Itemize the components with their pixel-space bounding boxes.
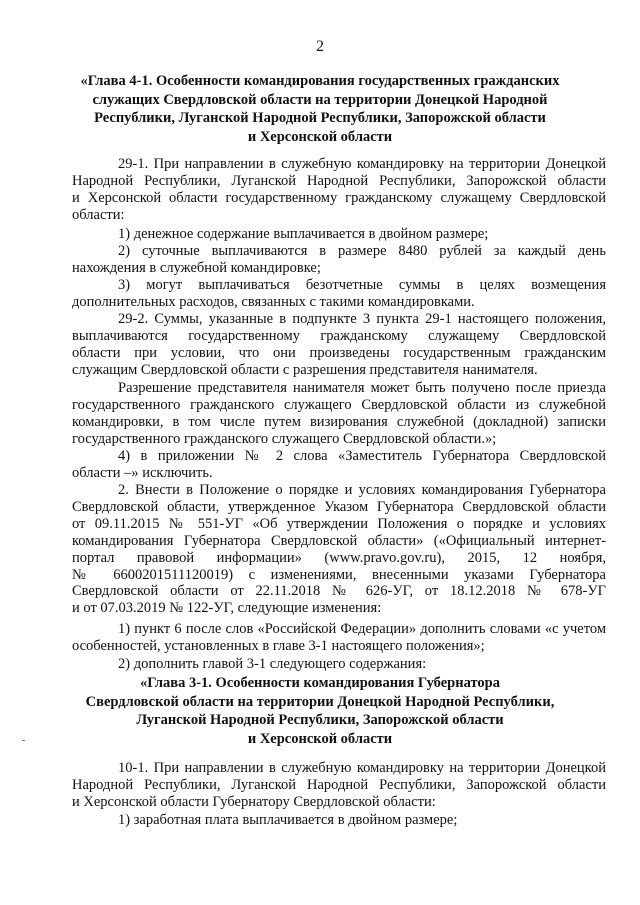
paragraph-29-2: [72, 311, 606, 379]
text-line: государственного гражданского служащего Свердловской области из служебной: [72, 396, 606, 413]
text-line: 1) денежное содержание выплачивается в двойном размере;: [118, 226, 489, 242]
text-line: нахождения в служебной командировке;: [72, 259, 321, 276]
paragraph-29-1: [72, 156, 606, 224]
title-line: «Глава 4-1. Особенности командирования государственных гражданских: [80, 73, 560, 89]
title-line: и Херсонской области: [247, 128, 393, 145]
title-line: служащих Свердловской области на территории Донецкой Народной: [92, 91, 548, 108]
text-line: 29-2. Суммы, указанные в подпункте 3 пункта 29-1 настоящего положения,: [118, 311, 606, 327]
text-line: 10-1. При направлении в служебную командировку на территории Донецкой: [118, 760, 606, 776]
text-line: 2. Внести в Положение о порядке и условиях командирования Губернатора: [118, 482, 606, 498]
title-line: и Херсонской области: [247, 730, 393, 747]
text-line: 2) суточные выплачиваются в размере 8480 рублей за каждый день: [118, 243, 606, 259]
chapter-4-1-title: [60, 72, 580, 146]
text-line: от 09.11.2015 № 551-УГ «Об утверждении Положения о порядке и условиях: [72, 515, 606, 532]
text-line: выплачиваются государственному гражданскому служащему Свердловской: [72, 327, 606, 344]
text-line: области при условии, что они произведены государственным гражданским: [72, 344, 606, 361]
subitem-1: [72, 621, 606, 655]
text-line: командирования Губернатора Свердловской области» («Официальный интернет-: [72, 532, 606, 549]
text-line: 4) в приложении № 2 слова «Заместитель Губернатора Свердловской: [118, 448, 606, 464]
text-line: 1) пункт 6 после слов «Российской Федерации» дополнить словами «с учетом: [118, 621, 606, 637]
paragraph-permission: [72, 380, 606, 448]
paragraph-2: [72, 482, 606, 617]
title-line: Республики, Луганской Народной Республики, Запорожской области: [94, 110, 546, 126]
text-line: № 6600201511120019) с изменениями, внесенными указами Губернатора: [72, 566, 606, 583]
title-line: «Глава 3-1. Особенности командирования Губернатора: [140, 675, 500, 691]
text-line: командировки, в том числе путем визирования служебной (докладной) записки: [72, 413, 606, 430]
text-line: Разрешение представителя нанимателя может быть получено после приезда: [118, 380, 606, 396]
text-line: 1) заработная плата выплачивается в двойном размере;: [118, 812, 458, 828]
text-line: Народной Республики, Луганской Народной Республики, Запорожской области: [72, 172, 606, 189]
text-line: и Херсонской области Губернатору Свердловской области:: [72, 793, 436, 810]
paragraph-10-1: [72, 760, 606, 811]
title-line: Луганской Народной Республики, Запорожской области: [136, 712, 504, 728]
text-line: портал правовой информации» (www.pravo.gov.ru), 2015, 12 ноября,: [72, 549, 606, 566]
page-number: 2: [316, 38, 324, 55]
text-line: области:: [72, 206, 125, 223]
text-line: 2) дополнить главой 3-1 следующего содержания:: [118, 656, 427, 672]
chapter-3-1-title: [60, 674, 580, 748]
text-line: Свердловской области от 22.11.2018 № 626-УГ, от 18.12.2018 № 678-УГ: [72, 583, 606, 600]
text-line: 3) могут выплачиваться безотчетные суммы в целях возмещения: [118, 277, 606, 293]
text-line: 29-1. При направлении в служебную командировку на территории Донецкой: [118, 156, 606, 172]
title-line: Свердловской области на территории Донецкой Народной Республики,: [85, 693, 555, 710]
subitem-2: [72, 656, 606, 673]
text-line: дополнительных расходов, связанных с такими командировками.: [72, 293, 475, 310]
list-item-2: [72, 243, 606, 277]
list-item-3: [72, 277, 606, 311]
text-line: служащим Свердловской области с разрешения представителя нанимателя.: [72, 361, 538, 378]
text-line: области –» исключить.: [72, 464, 213, 481]
text-line: и Херсонской области государственному гражданскому служащему Свердловской: [72, 189, 606, 206]
text-line: особенностей, установленных в главе 3-1 настоящего положения»;: [72, 637, 485, 654]
text-line: Народной Республики, Луганской Народной Республики, Запорожской области: [72, 776, 606, 793]
scan-mark: [22, 740, 25, 741]
list-item-4: [72, 448, 606, 482]
text-line: государственного гражданского служащего Свердловской области.»;: [72, 430, 497, 447]
text-line: и от 07.03.2019 № 122-УГ, следующие изменения:: [72, 600, 382, 617]
list-item-1: [72, 226, 606, 243]
list-item-salary: [72, 812, 606, 829]
text-line: Свердловской области, утвержденное Указом Губернатора Свердловской области: [72, 498, 606, 515]
